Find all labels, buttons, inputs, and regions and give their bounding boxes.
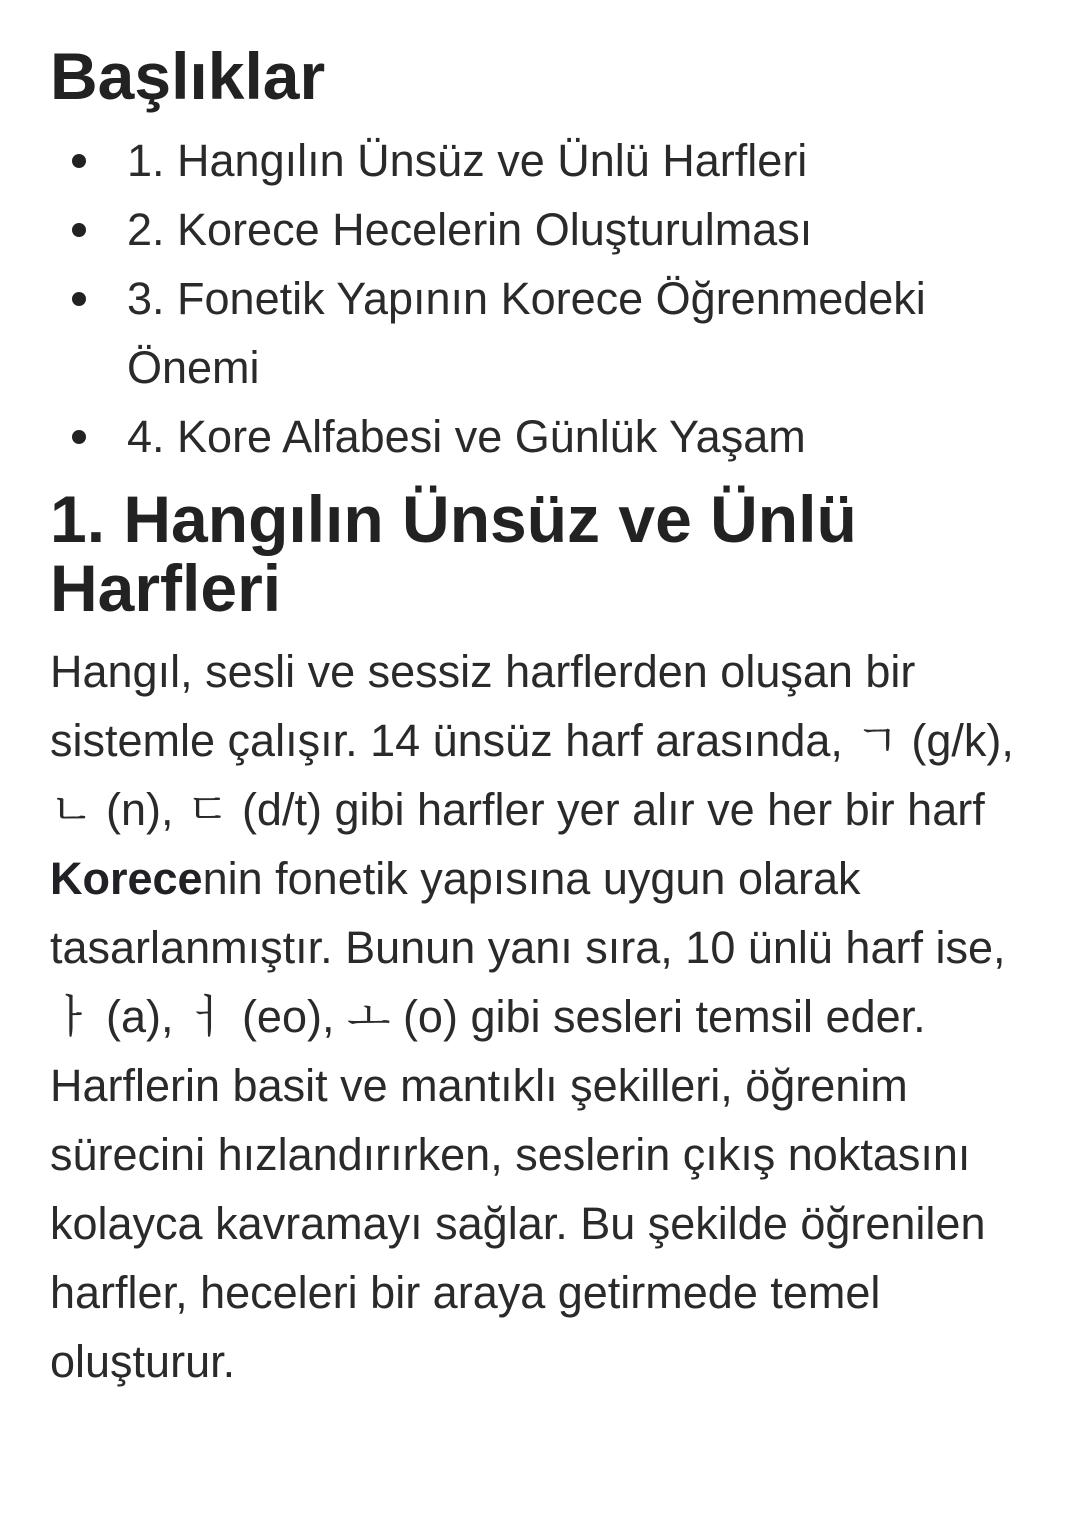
toc-item-label[interactable]: 1. Hangılın Ünsüz ve Ünlü Harfleri [127,135,808,186]
paragraph-text-end: nin fonetik yapısına uygun olarak tasarlanmıştır. Bunun yanı sıra, 10 ünlü harf ise, ㅏ (a), ㅓ (eo), ㅗ (o) gibi sesleri temsil eder. Harflerin basit ve mantıklı şekilleri, öğrenim sürecini hızlandırırken, seslerin çıkış noktasını kolayca kavramayı sağlar. Bu şekilde öğrenilen harfler, heceleri bir araya getirmede temel oluşturur. [50,853,1006,1387]
toc-item-label[interactable]: 2. Korece Hecelerin Oluşturulması [127,204,813,255]
section-heading: 1. Hangılın Ünsüz ve Ünlü Harfleri [50,482,857,625]
section-paragraph [50,637,1030,1396]
toc-item[interactable] [50,402,1030,471]
paragraph-text-start: Hangıl, sesli ve sessiz harflerden oluşan bir sistemle çalışır. 14 ünsüz harf arasında, ㄱ (g/k), ㄴ (n), ㄷ (d/t) gibi harfler yer alır ve her bir harf [50,646,1014,835]
paragraph-bold-term: Korece [50,853,203,904]
bullet-icon [72,292,86,306]
toc-list [50,126,1030,471]
bullet-icon [72,154,86,168]
toc-title: Başlıklar [50,39,326,113]
toc-item-label[interactable]: 4. Kore Alfabesi ve Günlük Yaşam [127,411,806,462]
toc-item[interactable] [50,195,1030,264]
toc-item[interactable] [50,126,1030,195]
toc-item[interactable] [50,264,1030,402]
bullet-icon [72,430,86,444]
bullet-icon [72,223,86,237]
toc-item-label[interactable]: 3. Fonetik Yapının Korece Öğrenmedeki Önemi [127,273,926,393]
